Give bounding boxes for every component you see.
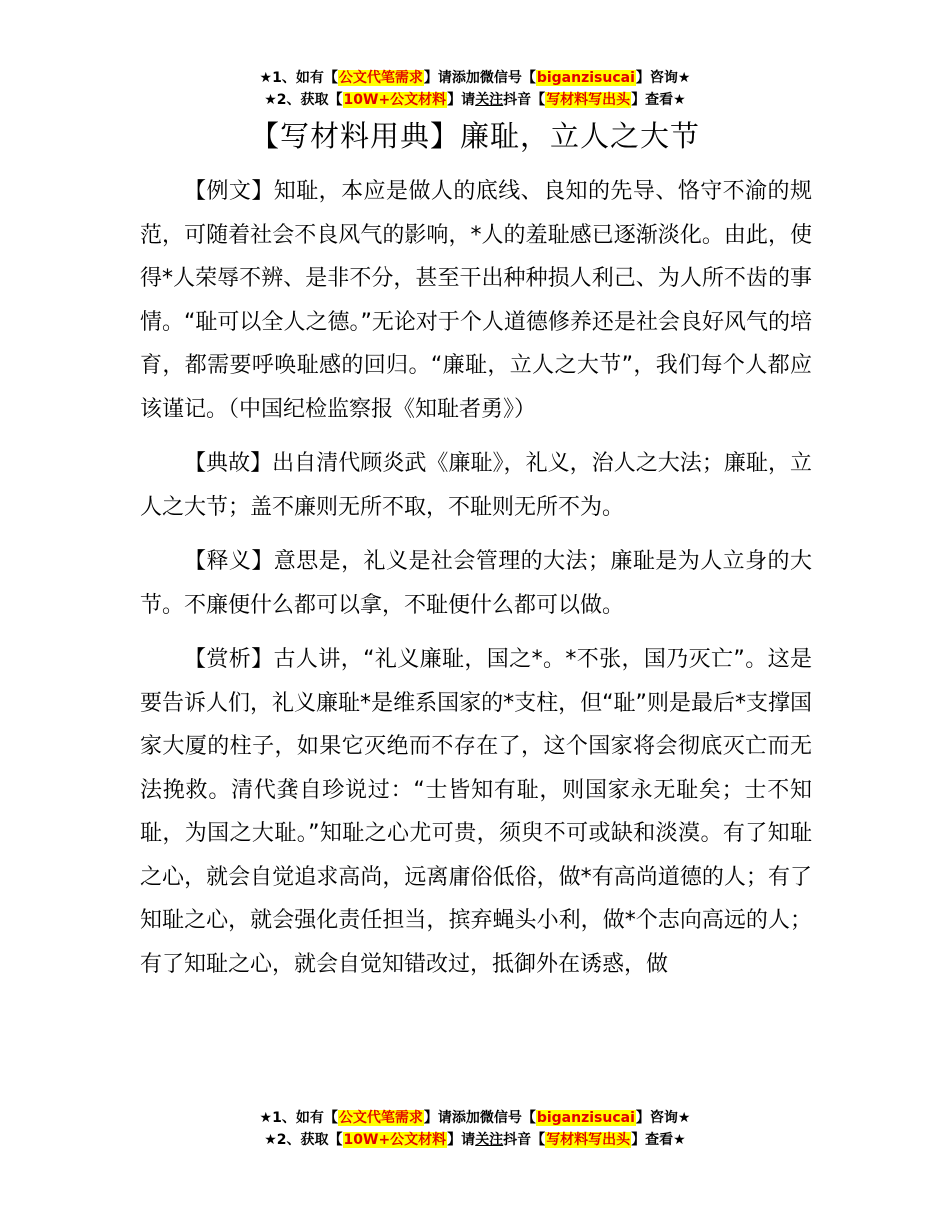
highlight-wechat-id: biganzisucai (536, 1110, 635, 1126)
paragraph-allusion: 【典故】出自清代顾炎武《廉耻》，礼义，治人之大法；廉耻，立人之大节；盖不廉则无所不取，不耻则无所不为。 (140, 451, 812, 520)
highlight-materials: 10W+公文材料 (343, 1132, 447, 1148)
banner-text: 】咨询★ (635, 1110, 691, 1126)
banner-follow-text: 关注 (475, 1132, 504, 1148)
highlight-douyin-account: 写材料写出头 (546, 1132, 631, 1148)
banner-text: 】请添加微信号【 (423, 70, 536, 86)
banner-text: 】请添加微信号【 (423, 1110, 536, 1126)
document-title: 【写材料用典】廉耻，立人之大节 (249, 119, 700, 153)
banner-line-2 (0, 89, 950, 111)
paragraph-example: 【例文】知耻，本应是做人的底线、良知的先导、恪守不渝的规范，可随着社会不良风气的影响，*人的羞耻感已逐渐淡化。由此，使得*人荣辱不辨、是非不分，甚至干出种种损人利己、为人所不齿的事情。“耻可以全人之德。”无论对于个人道德修养还是社会良好风气的培育，都需要呼唤耻感的回归。“廉耻，立人之大节”，我们每个人都应该谨记。（中国纪检监察报《知耻者勇》） (140, 179, 812, 422)
banner-text: 】查看★ (631, 92, 686, 108)
highlight-materials: 10W+公文材料 (343, 92, 447, 108)
banner-text: 】咨询★ (635, 70, 691, 86)
paragraph-appreciation: 【赏析】古人讲，“礼义廉耻，国之*。*不张，国乃灭亡”。这是要告诉人们，礼义廉耻*是维系国家的*支柱，但“耻”则是最后*支撑国家大厦的柱子，如果它灭绝而不存在了，这个国家将会彻底灭亡而无法挽救。清代龚自珍说过：“士皆知有耻，则国家永无耻矣；士不知耻，为国之大耻。”知耻之心尤可贵，须臾不可或缺和淡漠。有了知耻之心，就会自觉追求高尚，远离庸俗低俗，做*有高尚道德的人；有了知耻之心，就会强化责任担当，摈弃蝇头小利，做*个志向高远的人；有了知耻之心，就会自觉知错改过，抵御外在诱惑，做 (140, 647, 812, 977)
banner-text: 抖音【 (503, 92, 546, 108)
banner-follow-text: 关注 (475, 92, 504, 108)
banner-text: 抖音【 (503, 1132, 546, 1148)
banner-line-2 (0, 1129, 950, 1151)
highlight-douyin-account: 写材料写出头 (546, 92, 631, 108)
banner-text: ★1、如有【 (259, 70, 338, 86)
highlight-ghostwriting: 公文代笔需求 (338, 70, 423, 86)
banner-line-1 (0, 1107, 950, 1129)
banner-text: 】查看★ (631, 1132, 686, 1148)
banner-text: ★2、获取【 (264, 92, 343, 108)
footer-banner (0, 1107, 950, 1151)
banner-text: 】请 (447, 92, 476, 108)
banner-text: ★1、如有【 (259, 1110, 338, 1126)
paragraph-meaning: 【释义】意思是，礼义是社会管理的大法；廉耻是为人立身的大节。不廉便什么都可以拿，不耻便什么都可以做。 (140, 549, 812, 618)
header-banner (0, 67, 950, 111)
banner-text: ★2、获取【 (264, 1132, 343, 1148)
document-body (140, 170, 812, 997)
highlight-wechat-id: biganzisucai (536, 70, 635, 86)
banner-text: 】请 (447, 1132, 476, 1148)
highlight-ghostwriting: 公文代笔需求 (338, 1110, 423, 1126)
banner-line-1 (0, 67, 950, 89)
